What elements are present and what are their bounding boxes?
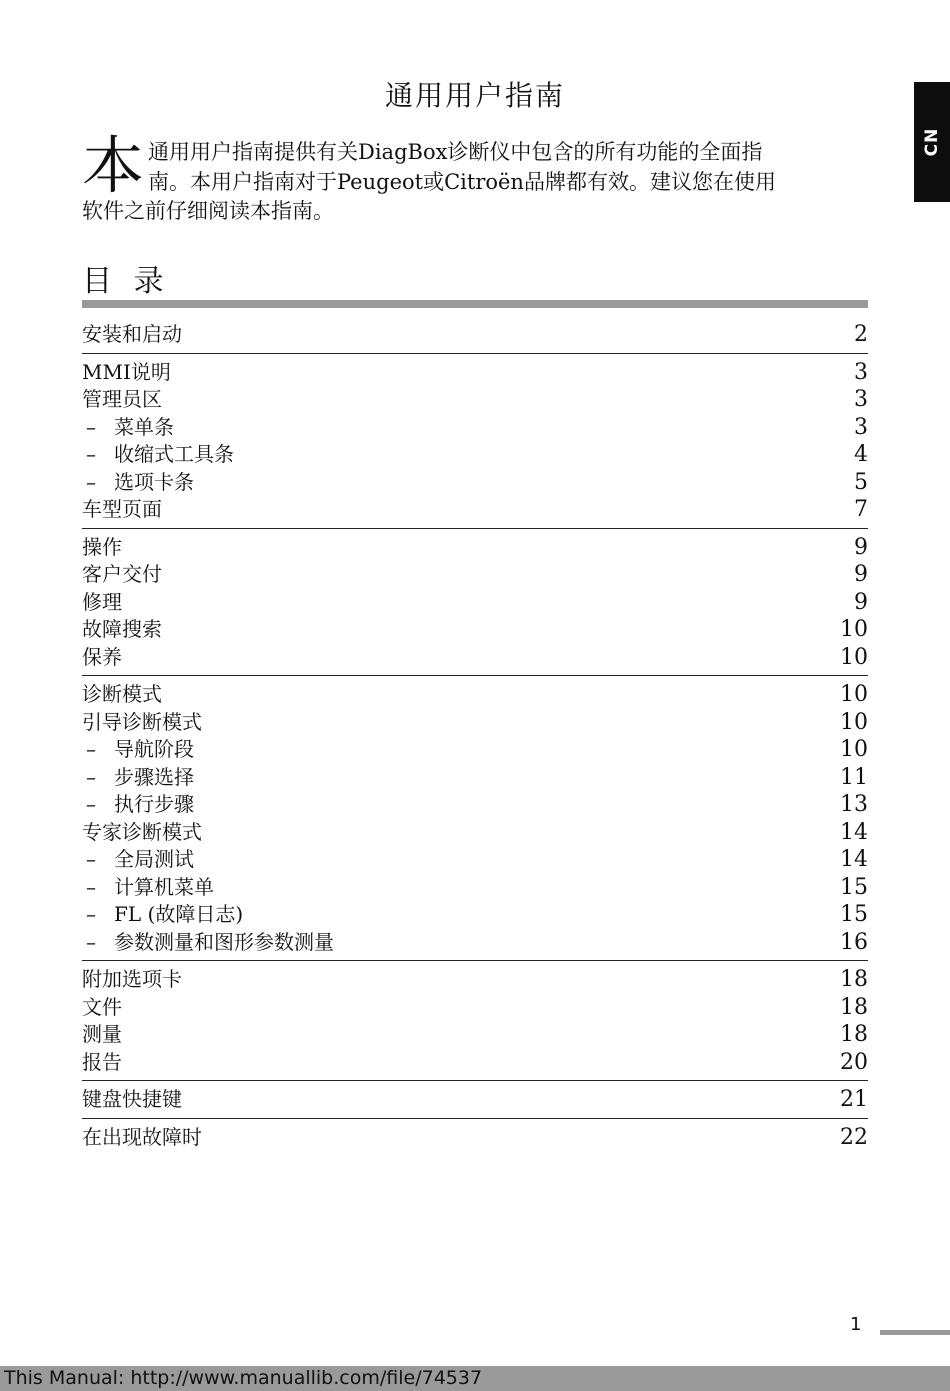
intro-line-1: 通用用户指南提供有关DiagBox诊断仪中包含的所有功能的全面指 (148, 140, 763, 164)
toc-dash: – (86, 469, 96, 494)
toc-dash: – (86, 902, 96, 926)
toc-entry-label (82, 1021, 122, 1048)
toc-entry[interactable] (82, 1021, 868, 1049)
toc-entry[interactable] (82, 386, 868, 414)
toc-entry-page: 18 (840, 1022, 868, 1047)
toc-entry-text: 文件 (82, 994, 122, 1019)
toc-entry-page: 3 (854, 414, 868, 440)
toc-entry-label (82, 1124, 202, 1151)
toc-entry-label (82, 901, 243, 928)
toc-entry-page: 21 (840, 1087, 868, 1112)
toc-entry-text: 管理员区 (82, 387, 162, 411)
toc-group (82, 321, 868, 354)
toc-entry-text: 键盘快捷键 (82, 1087, 182, 1111)
toc-subentry[interactable] (82, 846, 868, 874)
toc-entry-text: 全局测试 (114, 847, 194, 871)
toc-entry[interactable] (82, 681, 868, 709)
toc-subentry[interactable] (82, 764, 868, 792)
toc-entry-text: 菜单条 (114, 414, 174, 439)
toc-entry[interactable] (82, 496, 868, 524)
toc-entry-label (82, 616, 162, 643)
toc-entry-label (82, 966, 182, 993)
toc-subentry[interactable] (82, 791, 868, 819)
toc-entry-text: 测量 (82, 1022, 122, 1046)
toc-entry-text: 步骤选择 (114, 764, 194, 789)
language-tab-label: CN (922, 127, 942, 157)
toc-entry-page: 2 (854, 322, 868, 347)
toc-entry-label (82, 681, 162, 708)
toc-entry-text: 修理 (82, 589, 122, 614)
toc-subentry[interactable] (82, 929, 868, 957)
toc-dash: – (86, 792, 96, 816)
toc-entry-label (82, 414, 174, 441)
toc-entry-text: 导航阶段 (114, 737, 194, 761)
toc-entry-page: 10 (840, 737, 868, 762)
toc-entry-page: 11 (840, 764, 868, 790)
toc-group (82, 966, 868, 1081)
toc-subentry[interactable] (82, 736, 868, 764)
toc-entry-text: 故障搜索 (82, 617, 162, 641)
toc-entry-text: 专家诊断模式 (82, 819, 202, 844)
toc-entry-page: 15 (840, 874, 868, 900)
toc-entry-label (82, 589, 122, 616)
toc-entry-text: 执行步骤 (114, 792, 194, 816)
toc-entry-page: 13 (840, 792, 868, 817)
footer-link[interactable]: This Manual: http://www.manuallib.com/file/74537 (0, 1366, 950, 1391)
toc-entry-text: 引导诊断模式 (82, 709, 202, 734)
toc-group (82, 534, 868, 677)
toc-entry-page: 7 (854, 497, 868, 522)
toc-entry-text: 客户交付 (82, 562, 162, 586)
toc-entry[interactable] (82, 1086, 868, 1114)
toc-entry-page: 22 (840, 1124, 868, 1150)
toc-entry-label (82, 819, 202, 846)
toc-heading: 目 录 (82, 264, 170, 299)
toc-entry-label (82, 1049, 122, 1076)
toc-entry-page: 3 (854, 387, 868, 412)
toc-entry-text: 操作 (82, 534, 122, 559)
toc-entry-page: 10 (840, 709, 868, 735)
toc-group (82, 681, 868, 961)
intro-line-3: 软件之前仔细阅读本指南。 (82, 199, 334, 223)
toc-entry-text: 报告 (82, 1049, 122, 1074)
toc-entry[interactable] (82, 534, 868, 562)
toc-entry-label (82, 469, 194, 496)
toc-entry-page: 14 (840, 819, 868, 845)
toc-entry[interactable] (82, 644, 868, 672)
toc-entry[interactable] (82, 994, 868, 1022)
toc-group (82, 359, 868, 529)
toc-entry-label (82, 441, 234, 468)
toc-entry-label (82, 846, 194, 873)
toc-entry[interactable] (82, 1124, 868, 1152)
page-number: 1 (850, 1314, 862, 1335)
toc-entry-label (82, 736, 194, 763)
page-number-rule (880, 1330, 950, 1335)
toc-entry-text: 车型页面 (82, 497, 162, 521)
toc-entry-text: MMI说明 (82, 359, 171, 384)
toc-entry-text: 安装和启动 (82, 322, 182, 346)
toc-entry-label (82, 359, 171, 386)
toc-entry-text: 收缩式工具条 (114, 442, 234, 466)
toc-dash: – (86, 414, 96, 439)
toc-heading-bar (82, 300, 868, 308)
toc-entry-label (82, 929, 334, 956)
toc-entry-label (82, 496, 162, 523)
toc-group (82, 1124, 868, 1156)
toc-entry-label (82, 386, 162, 413)
toc-entry-page: 20 (840, 1049, 868, 1075)
toc-dash: – (86, 929, 96, 954)
toc-entry-label (82, 561, 162, 588)
toc-entry-text: 在出现故障时 (82, 1124, 202, 1149)
table-of-contents (82, 321, 868, 1160)
toc-entry[interactable] (82, 1049, 868, 1077)
toc-entry[interactable] (82, 709, 868, 737)
toc-entry[interactable] (82, 589, 868, 617)
toc-entry-text: 计算机菜单 (114, 874, 214, 899)
toc-dash: – (86, 442, 96, 466)
toc-entry-label (82, 644, 122, 671)
toc-entry[interactable] (82, 966, 868, 994)
toc-entry-page: 18 (840, 967, 868, 992)
toc-subentry[interactable] (82, 874, 868, 902)
toc-subentry[interactable] (82, 901, 868, 929)
toc-entry-page: 9 (854, 534, 868, 560)
intro-line-2: 南。本用户指南对于Peugeot或Citroën品牌都有效。建议您在使用 (148, 170, 776, 194)
intro-paragraph (82, 129, 867, 234)
toc-entry-label (82, 321, 182, 348)
toc-entry-label (82, 764, 194, 791)
toc-entry-text: FL (故障日志) (114, 902, 244, 926)
toc-entry-label (82, 1086, 182, 1113)
toc-entry-page: 14 (840, 847, 868, 872)
toc-entry[interactable] (82, 321, 868, 349)
toc-entry-page: 9 (854, 562, 868, 587)
toc-entry-text: 选项卡条 (114, 469, 194, 494)
toc-entry-text: 保养 (82, 644, 122, 669)
toc-entry-page: 5 (854, 469, 868, 495)
toc-subentry[interactable] (82, 414, 868, 442)
toc-entry-text: 附加选项卡 (82, 967, 182, 991)
toc-subentry[interactable] (82, 441, 868, 469)
toc-entry-page: 15 (840, 902, 868, 927)
toc-subentry[interactable] (82, 469, 868, 497)
toc-group (82, 1086, 868, 1119)
toc-entry[interactable] (82, 819, 868, 847)
toc-entry-page: 3 (854, 359, 868, 385)
toc-entry-label (82, 791, 194, 818)
toc-dash: – (86, 847, 96, 871)
toc-dash: – (86, 764, 96, 789)
toc-entry[interactable] (82, 616, 868, 644)
language-tab (914, 82, 950, 202)
dropcap: 本 (82, 129, 145, 202)
toc-entry-page: 10 (840, 682, 868, 707)
toc-entry-page: 16 (840, 929, 868, 955)
toc-dash: – (86, 737, 96, 761)
toc-entry-text: 参数测量和图形参数测量 (114, 929, 334, 954)
toc-entry-label (82, 994, 122, 1021)
toc-entry-page: 10 (840, 617, 868, 642)
toc-entry-page: 4 (854, 442, 868, 467)
page-title: 通用用户指南 (384, 79, 565, 112)
toc-entry-page: 9 (854, 589, 868, 615)
toc-entry-page: 18 (840, 994, 868, 1020)
toc-entry[interactable] (82, 561, 868, 589)
toc-entry-label (82, 709, 202, 736)
toc-entry-label (82, 534, 122, 561)
toc-entry-page: 10 (840, 644, 868, 670)
toc-entry-text: 诊断模式 (82, 682, 162, 706)
toc-entry[interactable] (82, 359, 868, 387)
toc-entry-label (82, 874, 214, 901)
toc-dash: – (86, 874, 96, 899)
